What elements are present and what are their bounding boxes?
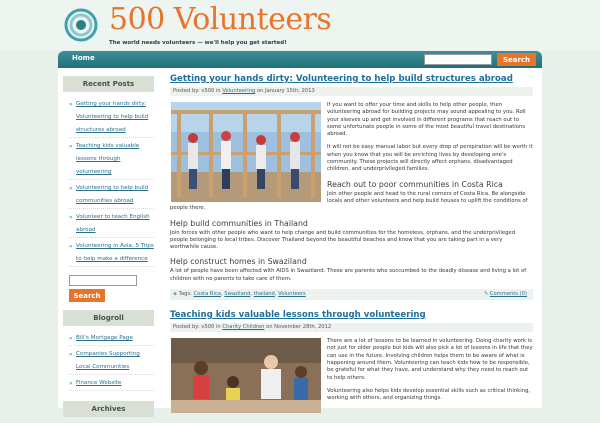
tag-icon: ◈ bbox=[173, 291, 177, 298]
list-item bbox=[69, 98, 154, 138]
recent-post-link[interactable]: Volunteering to help build communities abroad bbox=[76, 185, 149, 204]
site-header bbox=[0, 0, 600, 50]
tag-link[interactable]: thailand bbox=[253, 291, 275, 298]
list-item bbox=[69, 211, 154, 238]
sidebar-search-button[interactable]: Search bbox=[69, 289, 105, 302]
site-tagline: The world needs volunteers — we'll help you get started! bbox=[109, 40, 287, 46]
blogroll-link[interactable]: Companies Supporting Local Communities bbox=[76, 351, 140, 370]
post-meta bbox=[170, 87, 533, 96]
post-paragraph: There are a lot of lessons to be learned in volunteering. Doing charity work is not just for older people but kids will also pick a lot of lessons in life that they can use in the future. Involving children helps them to be aware of what is happening around them. Volunteering can teach kids how to be responsible, be grateful for what they have, and understand why they need to reach out to help others. bbox=[327, 338, 533, 381]
logo-icon[interactable] bbox=[64, 8, 98, 42]
nav-home-link[interactable]: Home bbox=[72, 54, 95, 62]
blogroll-list bbox=[63, 332, 154, 391]
post bbox=[170, 74, 533, 300]
site-title[interactable]: 500 Volunteers bbox=[109, 2, 332, 37]
kids-volunteering-photo bbox=[171, 338, 321, 413]
post-footer: ◈ Tags: Costa Rica, Swaziland, thailand, Volunteers ✎ Comments (0) bbox=[170, 289, 533, 300]
post-paragraph: A lot of people have been affected with AIDS in Swaziland. These are parents who succumbed to the deadly disease and living a lot of children with no parents to take care of them. bbox=[170, 268, 527, 282]
tag-link[interactable]: Costa Rica bbox=[193, 291, 221, 298]
post-paragraph: Join forces with other people who want to help change and build communities for the homeless, orphans, and the underprivileged people belonging to local tribes. Discover Thailand beyond the beautiful beaches and know that you are taking part in a very worthwhile cause. bbox=[170, 229, 516, 251]
list-item bbox=[69, 348, 154, 375]
recent-post-link[interactable]: Volunteer to teach English abroad bbox=[76, 214, 150, 233]
archives-heading: Archives bbox=[63, 401, 154, 417]
search-input[interactable] bbox=[424, 54, 492, 65]
blogroll-heading: Blogroll bbox=[63, 310, 154, 326]
post-meta-prefix: Posted by: v500 in bbox=[173, 88, 221, 94]
post-meta bbox=[170, 323, 533, 332]
nav-bar bbox=[58, 51, 542, 68]
list-item bbox=[69, 332, 154, 346]
post-body bbox=[170, 102, 533, 283]
post-body bbox=[170, 338, 533, 402]
sidebar bbox=[63, 76, 154, 423]
tag-link[interactable]: Swaziland bbox=[224, 291, 251, 298]
post-meta-prefix: Posted by: v500 in bbox=[173, 324, 221, 331]
post-paragraph: If you want to offer your time and skills to help other people, then volunteering abroad for building projects may sound appealing to you. Roll your sleeves up and get involved in different programs that reach out to some unfortunate people in some of the most beautiful travel destinations abroad. bbox=[327, 102, 526, 138]
comments-link[interactable]: Comments (0) bbox=[489, 291, 527, 298]
page-body bbox=[58, 68, 542, 413]
post-paragraph: Join other people and head to the rural corners of Costa Rica. Be alongside locals and other volunteers and help build houses to uplift the conditions of people there. bbox=[170, 190, 528, 212]
post-title[interactable]: Getting your hands dirty: Volunteering to help build structures abroad bbox=[170, 74, 513, 84]
recent-post-link[interactable]: Getting your hands dirty: Volunteering to help build structures abroad bbox=[76, 101, 149, 133]
recent-post-link[interactable]: Teaching kids valuable lessons through volunteering bbox=[76, 143, 140, 175]
list-item bbox=[69, 240, 154, 267]
blogroll-link[interactable]: Bill's Mortgage Page bbox=[76, 335, 133, 341]
recent-posts-heading: Recent Posts bbox=[63, 76, 154, 92]
post-paragraph: It will not be easy manual labor but every drop of perspiration will be worth it when you know that you will be enriching lives by developing one's community. These projects will directly affect orphans, disadvantaged children, and underprivileged families. bbox=[327, 144, 533, 173]
list-item bbox=[69, 140, 154, 180]
post-subheading: Reach out to poor communities in Costa Rica bbox=[327, 179, 503, 189]
list-item bbox=[69, 182, 154, 209]
blogroll-link[interactable]: Finance Website bbox=[76, 380, 122, 386]
main-content bbox=[170, 74, 533, 415]
comment-icon: ✎ bbox=[483, 291, 489, 298]
search-button[interactable]: Search bbox=[497, 53, 536, 66]
post bbox=[170, 310, 533, 402]
volunteers-building-photo bbox=[171, 102, 321, 202]
post-paragraph: Volunteering also helps kids develop essential skills such as critical thinking, working with others, and organizing things. bbox=[327, 387, 531, 402]
sidebar-search-input[interactable] bbox=[69, 275, 137, 286]
recent-posts-list bbox=[63, 98, 154, 267]
post-date: on January 15th, 2013 bbox=[256, 88, 315, 94]
list-item bbox=[69, 377, 154, 391]
category-link[interactable]: Charity Children bbox=[222, 324, 265, 331]
comments-link-wrap bbox=[484, 289, 527, 300]
category-link[interactable]: Volunteering bbox=[222, 88, 256, 94]
recent-post-link[interactable]: Volunteering in Asia: 5 Trips to help make a difference bbox=[76, 243, 154, 262]
post-subheading: Help build communities in Thailand bbox=[170, 218, 308, 228]
tag-link[interactable]: Volunteers bbox=[278, 291, 306, 298]
post-date: on November 28th, 2012 bbox=[266, 324, 332, 331]
post-subheading: Help construct homes in Swaziland bbox=[170, 257, 307, 267]
tags-label: Tags: bbox=[178, 291, 192, 298]
post-title[interactable]: Teaching kids valuable lessons through volunteering bbox=[170, 310, 426, 321]
